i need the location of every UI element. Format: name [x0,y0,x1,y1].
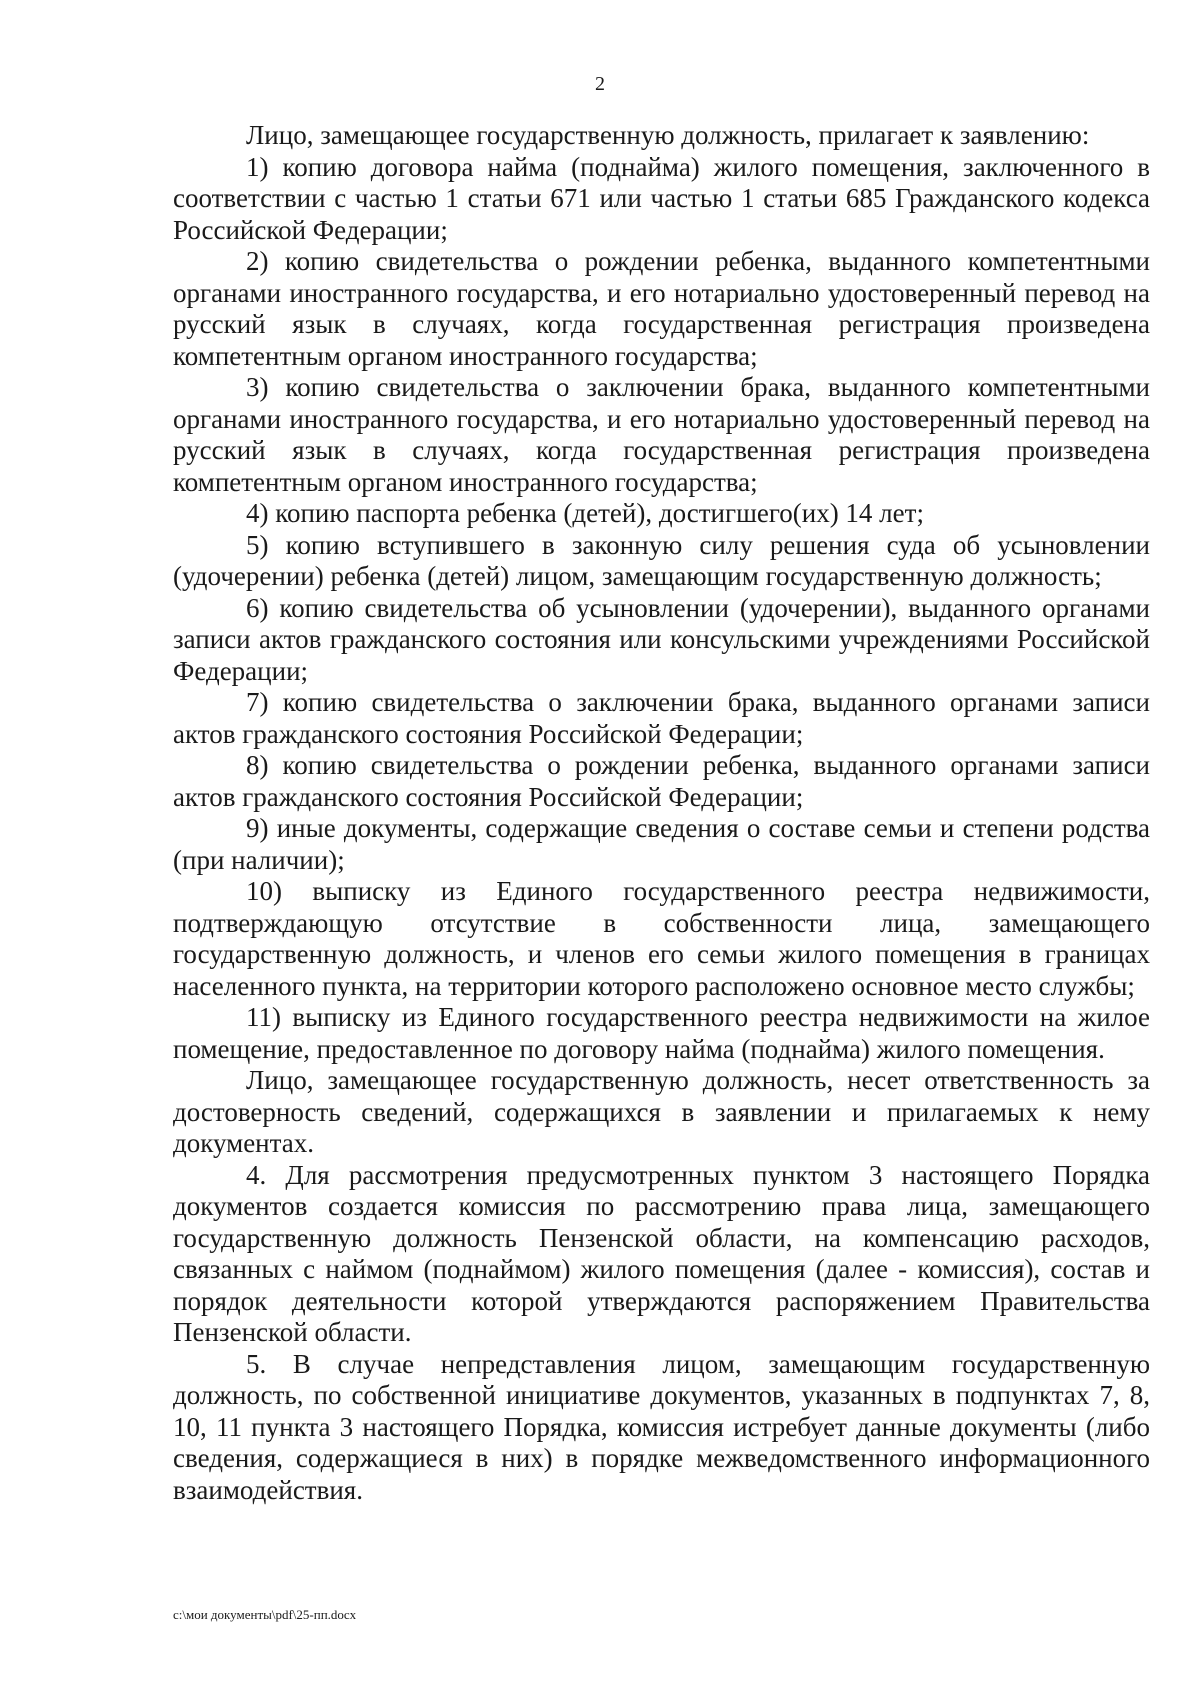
list-item-7: 7) копию свидетельства о заключении брака, выданного органами записи актов гражданского состояния Российской Федерации; [173,687,1150,749]
footer-file-path: c:\мои документы\pdf\25-пп.docx [173,1607,357,1622]
list-item-8: 8) копию свидетельства о рождении ребенка, выданного органами записи актов гражданского состояния Российской Федерации; [173,750,1150,812]
list-item-10: 10) выписку из Единого государственного реестра недвижимости, подтверждающую отсутствие в собственности лица, замещающего государственную должность, и членов его семьи жилого помещения в границах населенного пункта, на территории которого расположено основное место службы; [173,876,1150,1001]
paragraph-responsibility: Лицо, замещающее государственную должность, несет ответственность за достоверность сведений, содержащихся в заявлении и прилагаемых к нему документах. [173,1065,1150,1158]
paragraph-section-5: 5. В случае непредставления лицом, замещающим государственную должность, по собственной инициативе документов, указанных в подпунктах 7, 8, 10, 11 пункта 3 настоящего Порядка, комиссия истребует данные документы (либо сведения, содержащиеся в них) в порядке межведомственного информационного взаимодействия. [173,1348,1150,1505]
list-item-4: 4) копию паспорта ребенка (детей), достигшего(их) 14 лет; [246,498,924,528]
list-item-9: 9) иные документы, содержащие сведения о составе семьи и степени родства (при наличии); [173,813,1150,875]
paragraph-intro: Лицо, замещающее государственную должность, прилагает к заявлению: [246,120,1090,150]
list-item-6: 6) копию свидетельства об усыновлении (удочерении), выданного органами записи актов гражданского состояния или консульскими учреждениями Российской Федерации; [173,592,1150,686]
paragraph-section-4: 4. Для рассмотрения предусмотренных пунктом 3 настоящего Порядка документов создается комиссия по рассмотрению права лица, замещающего государственную должность Пензенской области, на компенсацию расходов, связанных с наймом (поднаймом) жилого помещения (далее - комиссия), состав и порядок деятельности которой утверждаются распоряжением Правительства Пензенской области. [173,1159,1150,1347]
list-item-5: 5) копию вступившего в законную силу решения суда об усыновлении (удочерении) ребенка (детей) лицом, замещающим государственную должность; [173,529,1150,591]
list-item-2: 2) копию свидетельства о рождении ребенка, выданного компетентными органами иностранного государства, и его нотариально удостоверенный перевод на русский язык в случаях, когда государственная регистрация произведена компетентным органом иностранного государства; [173,246,1150,371]
document-body [173,120,1150,1506]
list-item-11: 11) выписку из Единого государственного реестра недвижимости на жилое помещение, предоставленное по договору найма (поднайма) жилого помещения. [173,1002,1150,1064]
list-item-3: 3) копию свидетельства о заключении брака, выданного компетентными органами иностранного государства, и его нотариально удостоверенный перевод на русский язык в случаях, когда государственная регистрация произведена компетентным органом иностранного государства; [173,372,1150,497]
list-item-1: 1) копию договора найма (поднайма) жилого помещения, заключенного в соответствии с частью 1 статьи 671 или частью 1 статьи 685 Гражданского кодекса Российской Федерации; [173,151,1150,245]
page-number: 2 [595,73,605,95]
